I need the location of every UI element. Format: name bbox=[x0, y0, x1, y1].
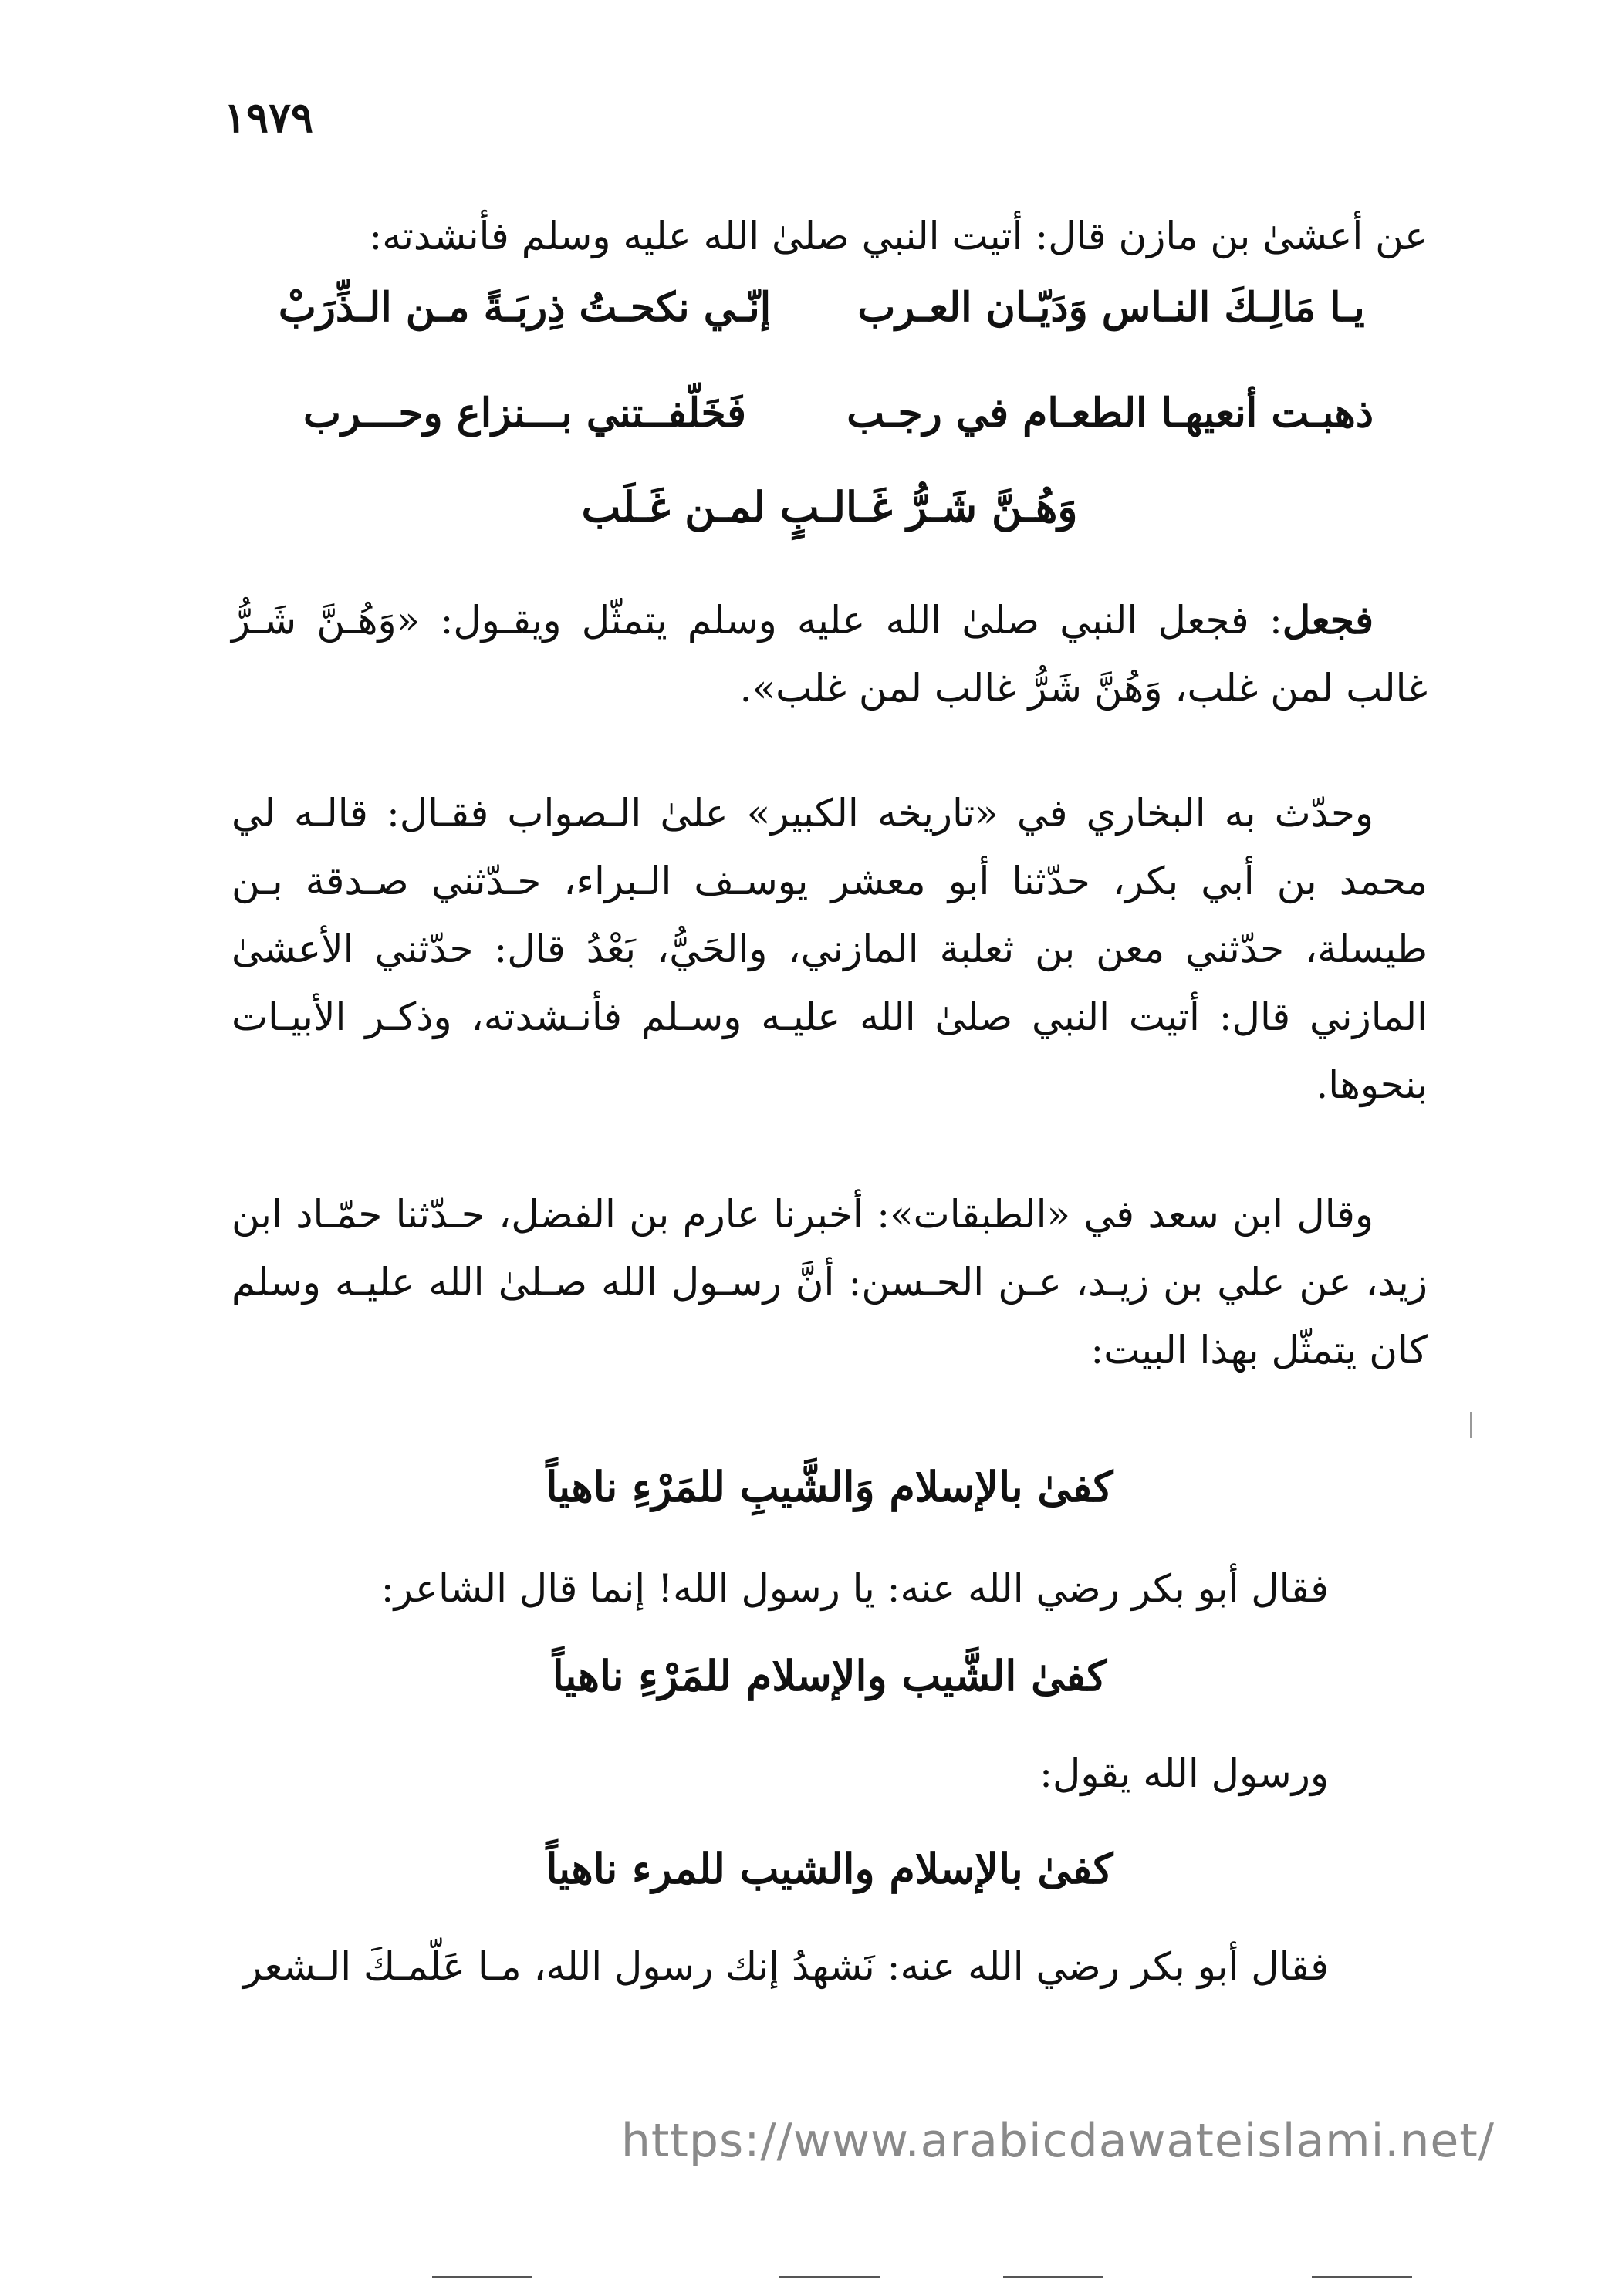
paragraph-3: وقال ابن سعد في «الطبقات»: أخبرنا عارم بن الفضل، حـدّثنا حمّـاد ابن زيد، عن علي بن زيـد، عـن الحـسن: أنَّ رسـول الله صـلىٰ الله عليـه وسلم كان يتمثّل بهذا البيت: bbox=[231, 1192, 1428, 1373]
paragraph-lead: فجعل bbox=[1282, 597, 1374, 643]
hemistich-right: ذهبـت أنعيهـا الطعـام في رجـب bbox=[846, 390, 1374, 437]
paragraph-2: وحدّث به البخاري في «تاريخه الكبير» علىٰ الـصواب فقـال: قالـه لي محمد بن أبي بكر، حدّثنا أبو معشر يوسـف الـبراء، حـدّثني صـدقة بـن طيسلة، حدّثني معن بن ثعلبة المازني، والحَيُّ، بَعْدُ قال: حدّثني الأعشىٰ المازني قال: أتيت النبي صلىٰ الله عليـه وسـلم فأنـشدته، وذكـر الأبيـات بنحوها. bbox=[231, 791, 1428, 1107]
watermark-url: https://www.arabicdawateislami.net/ bbox=[620, 2114, 1495, 2168]
hemistich-right: يـا مَالِـكَ النـاس وَدَيّـان العـرب bbox=[857, 284, 1365, 331]
footer-rule bbox=[432, 2276, 532, 2278]
margin-mark bbox=[1470, 1412, 1472, 1438]
poem-couplet-2 bbox=[262, 390, 1374, 459]
abubakr-line-2: فقال أبو بكر رضي الله عنه: نَشهدُ إنك رسول الله، مـا عَلّمـكَ الـشعر bbox=[243, 1944, 1329, 1989]
footer-rule bbox=[1003, 2276, 1103, 2278]
intro-paragraph: عن أعشىٰ بن مازن قال: أتيت النبي صلىٰ الله عليه وسلم فأنشدته: bbox=[369, 214, 1428, 258]
poem-couplet-1 bbox=[262, 284, 1374, 353]
abubakr-line-1: فقال أبو بكر رضي الله عنه: يا رسول الله! إنما قال الشاعر: bbox=[380, 1566, 1329, 1611]
paragraph-1 bbox=[231, 586, 1428, 722]
rasul-line: ورسول الله يقول: bbox=[1039, 1751, 1329, 1796]
paragraph-text: : فجعل النبي صلىٰ الله عليه وسلم يتمثّل ويقـول: «وَهُـنَّ شَـرُّ غالب لمن غلب، وَهُنَّ شَرُّ غالب لمن غلب». bbox=[231, 598, 1428, 711]
verse-3: كفىٰ بالإسلام والشيب للمرء ناهياً bbox=[546, 1844, 1113, 1893]
footer-rule bbox=[779, 2276, 880, 2278]
page-number: ١٩٧٩ bbox=[224, 93, 314, 142]
verse-1: كفىٰ بالإسلام وَالشَّيبِ للمَرْءِ ناهياً bbox=[546, 1462, 1113, 1511]
footer-rule bbox=[1312, 2276, 1412, 2278]
poem-closing-line: وَهُـنَّ شَـرُّ غَـالـبٍ لمـن غَـلَب bbox=[581, 482, 1078, 532]
verse-2: كفىٰ الشَّيب والإسلام للمَرْءِ ناهياً bbox=[552, 1651, 1107, 1700]
hemistich-left: فَخَلّفــتني بـــنزاع وحـــرب bbox=[303, 390, 746, 437]
hemistich-left: إنّـي نكحـتُ ذِربَـةً مـن الـذِّرَبْ bbox=[278, 284, 772, 331]
